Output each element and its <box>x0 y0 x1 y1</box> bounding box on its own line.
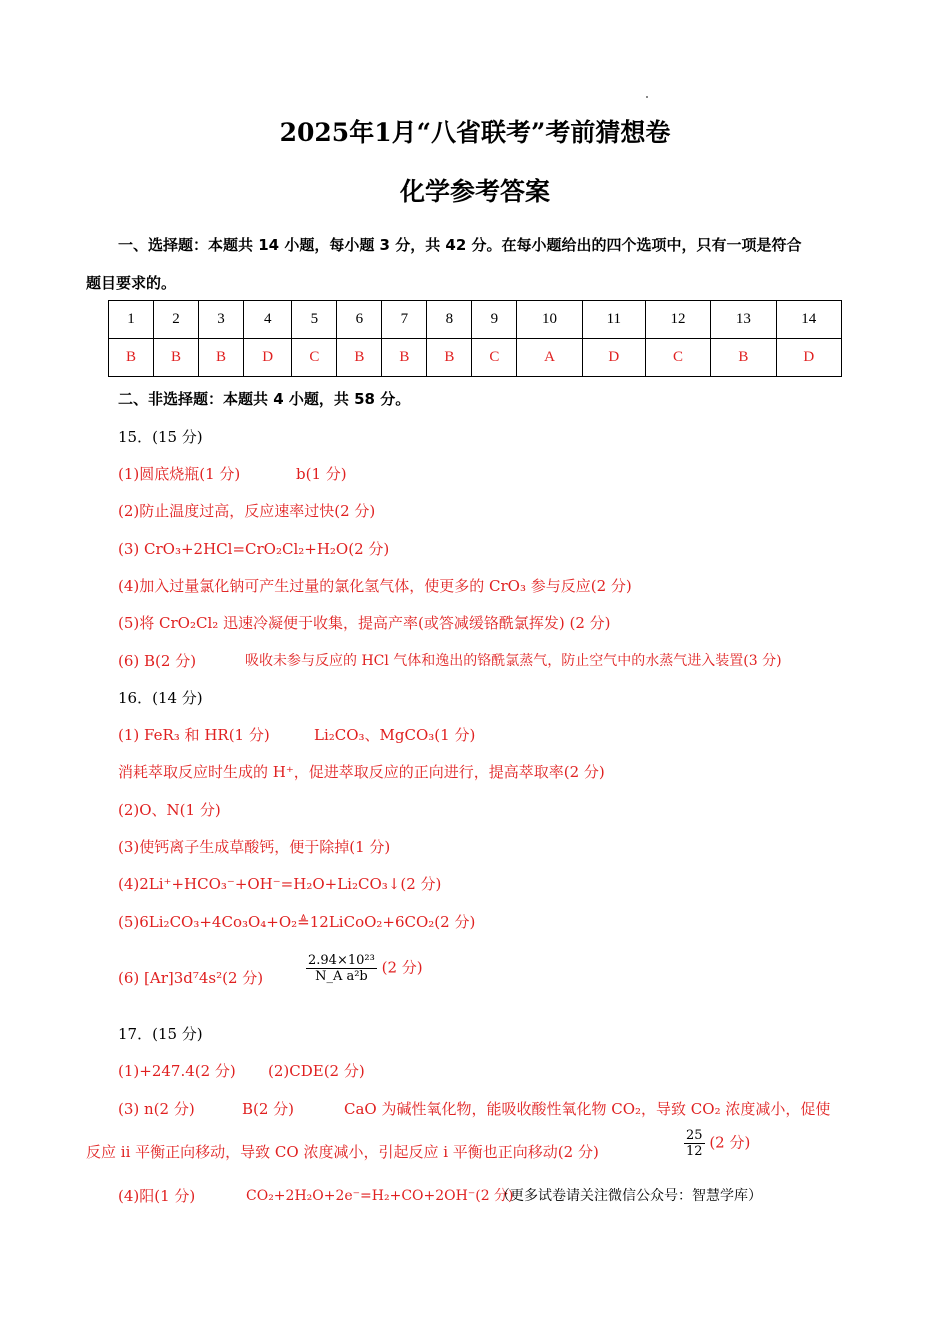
section1-heading-cont: 题目要求的。 <box>86 274 177 292</box>
answer-cell: B <box>199 339 244 377</box>
question-number: 14 <box>776 301 841 339</box>
question-number: 7 <box>382 301 427 339</box>
q16-answer-2: (2)O、N(1 分) <box>118 801 221 819</box>
q16-answer-6: (6) [Ar]3d⁷4s²(2 分) <box>118 969 264 987</box>
q17-answer-3-points: (2 分) <box>709 1133 751 1152</box>
q17-answer-3a: (3) n(2 分) <box>118 1100 195 1118</box>
answer-cell: B <box>711 339 776 377</box>
answer-cell: B <box>154 339 199 377</box>
section2-heading: 二、非选择题：本题共 4 小题，共 58 分。 <box>118 390 411 408</box>
q16-answer-1b: Li₂CO₃、MgCO₃(1 分) <box>314 726 476 744</box>
q16-answer-1c: 消耗萃取反应时生成的 H⁺，促进萃取反应的正向进行，提高萃取率(2 分) <box>118 763 605 781</box>
fraction-denominator: 12 <box>686 1144 703 1159</box>
answer-cell: B <box>427 339 472 377</box>
q17-answer-4: (4)阳(1 分) <box>118 1187 196 1205</box>
question-number: 11 <box>582 301 645 339</box>
q17-header: 17．(15 分) <box>118 1025 203 1043</box>
answer-cell: D <box>582 339 645 377</box>
q15-answer-1: (1)圆底烧瓶(1 分) <box>118 465 241 483</box>
answer-cell: D <box>244 339 292 377</box>
question-number: 2 <box>154 301 199 339</box>
q15-answer-1b: b(1 分) <box>296 465 347 483</box>
q17-answer-3b: B(2 分) <box>242 1100 295 1118</box>
ratio-fraction <box>684 1128 705 1159</box>
q16-answer-3: (3)使钙离子生成草酸钙，便于除掉(1 分) <box>118 838 391 856</box>
question-number: 12 <box>645 301 710 339</box>
question-number: 3 <box>199 301 244 339</box>
question-number: 1 <box>109 301 154 339</box>
promo-note: （更多试卷请关注微信公众号：智慧学库） <box>496 1188 762 1204</box>
question-number: 6 <box>337 301 382 339</box>
answer-cell: B <box>337 339 382 377</box>
density-fraction <box>306 953 377 984</box>
answer-cell: B <box>382 339 427 377</box>
answer-cell: D <box>776 339 841 377</box>
q16-answer-6-points: (2 分) <box>381 958 423 977</box>
q15-answer-6: (6) B(2 分) <box>118 652 197 670</box>
stray-dot <box>646 96 648 98</box>
question-number: 10 <box>517 301 582 339</box>
fraction-numerator: 25 <box>686 1128 703 1143</box>
q15-answer-6b: 吸收未参与反应的 HCl 气体和逸出的铬酰氯蒸气，防止空气中的水蒸气进入装置(3 分) <box>245 653 782 669</box>
q16-header: 16．(14 分) <box>118 689 203 707</box>
q15-answer-4: (4)加入过量氯化钠可产生过量的氯化氢气体，使更多的 CrO₃ 参与反应(2 分) <box>118 577 632 595</box>
answer-cell: C <box>472 339 517 377</box>
answer-cell: A <box>517 339 582 377</box>
page-title: 2025年1月“八省联考”考前猜想卷 <box>279 118 671 147</box>
q15-answer-3: (3) CrO₃+2HCl=CrO₂Cl₂+H₂O(2 分) <box>118 540 390 558</box>
section1-heading: 一、选择题：本题共 14 小题，每小题 3 分，共 42 分。在每小题给出的四个选项中，只有一项是符合 <box>118 236 802 254</box>
q16-answer-1: (1) FeR₃ 和 HR(1 分) <box>118 726 270 744</box>
q15-answer-2: (2)防止温度过高，反应速率过快(2 分) <box>118 502 376 520</box>
q16-answer-6-fraction <box>306 953 423 984</box>
answer-row <box>109 339 842 377</box>
question-number: 9 <box>472 301 517 339</box>
answer-cell: C <box>292 339 337 377</box>
q17-answer-3d: 反应 ii 平衡正向移动，导致 CO 浓度减小，引起反应 i 平衡也正向移动(2 分) <box>86 1143 599 1161</box>
question-number: 13 <box>711 301 776 339</box>
q17-answer-3-fraction <box>684 1128 750 1159</box>
page-subtitle: 化学参考答案 <box>399 177 550 206</box>
fraction-numerator: 2.94×10²³ <box>308 953 375 968</box>
q17-answer-3c: CaO 为碱性氧化物，能吸收酸性氧化物 CO₂，导致 CO₂ 浓度减小，促使 <box>344 1100 831 1118</box>
q16-answer-4: (4)2Li⁺+HCO₃⁻+OH⁻=H₂O+Li₂CO₃↓(2 分) <box>118 875 442 893</box>
question-number: 8 <box>427 301 472 339</box>
question-number-row <box>109 301 842 339</box>
q15-header: 15．(15 分) <box>118 428 203 446</box>
q17-answer-2: (2)CDE(2 分) <box>268 1062 365 1080</box>
q15-answer-5: (5)将 CrO₂Cl₂ 迅速冷凝便于收集，提高产率(或答减缓铬酰氯挥发) (2 分) <box>118 614 611 632</box>
answer-table <box>108 300 842 377</box>
fraction-denominator: N_A a²b <box>315 969 368 984</box>
question-number: 5 <box>292 301 337 339</box>
question-number: 4 <box>244 301 292 339</box>
q17-answer-4b: CO₂+2H₂O+2e⁻=H₂+CO+2OH⁻(2 分) <box>246 1188 514 1204</box>
answer-cell: B <box>109 339 154 377</box>
answer-cell: C <box>645 339 710 377</box>
q17-answer-1: (1)+247.4(2 分) <box>118 1062 236 1080</box>
q16-answer-5: (5)6Li₂CO₃+4Co₃O₄+O₂≜12LiCoO₂+6CO₂(2 分) <box>118 913 476 931</box>
